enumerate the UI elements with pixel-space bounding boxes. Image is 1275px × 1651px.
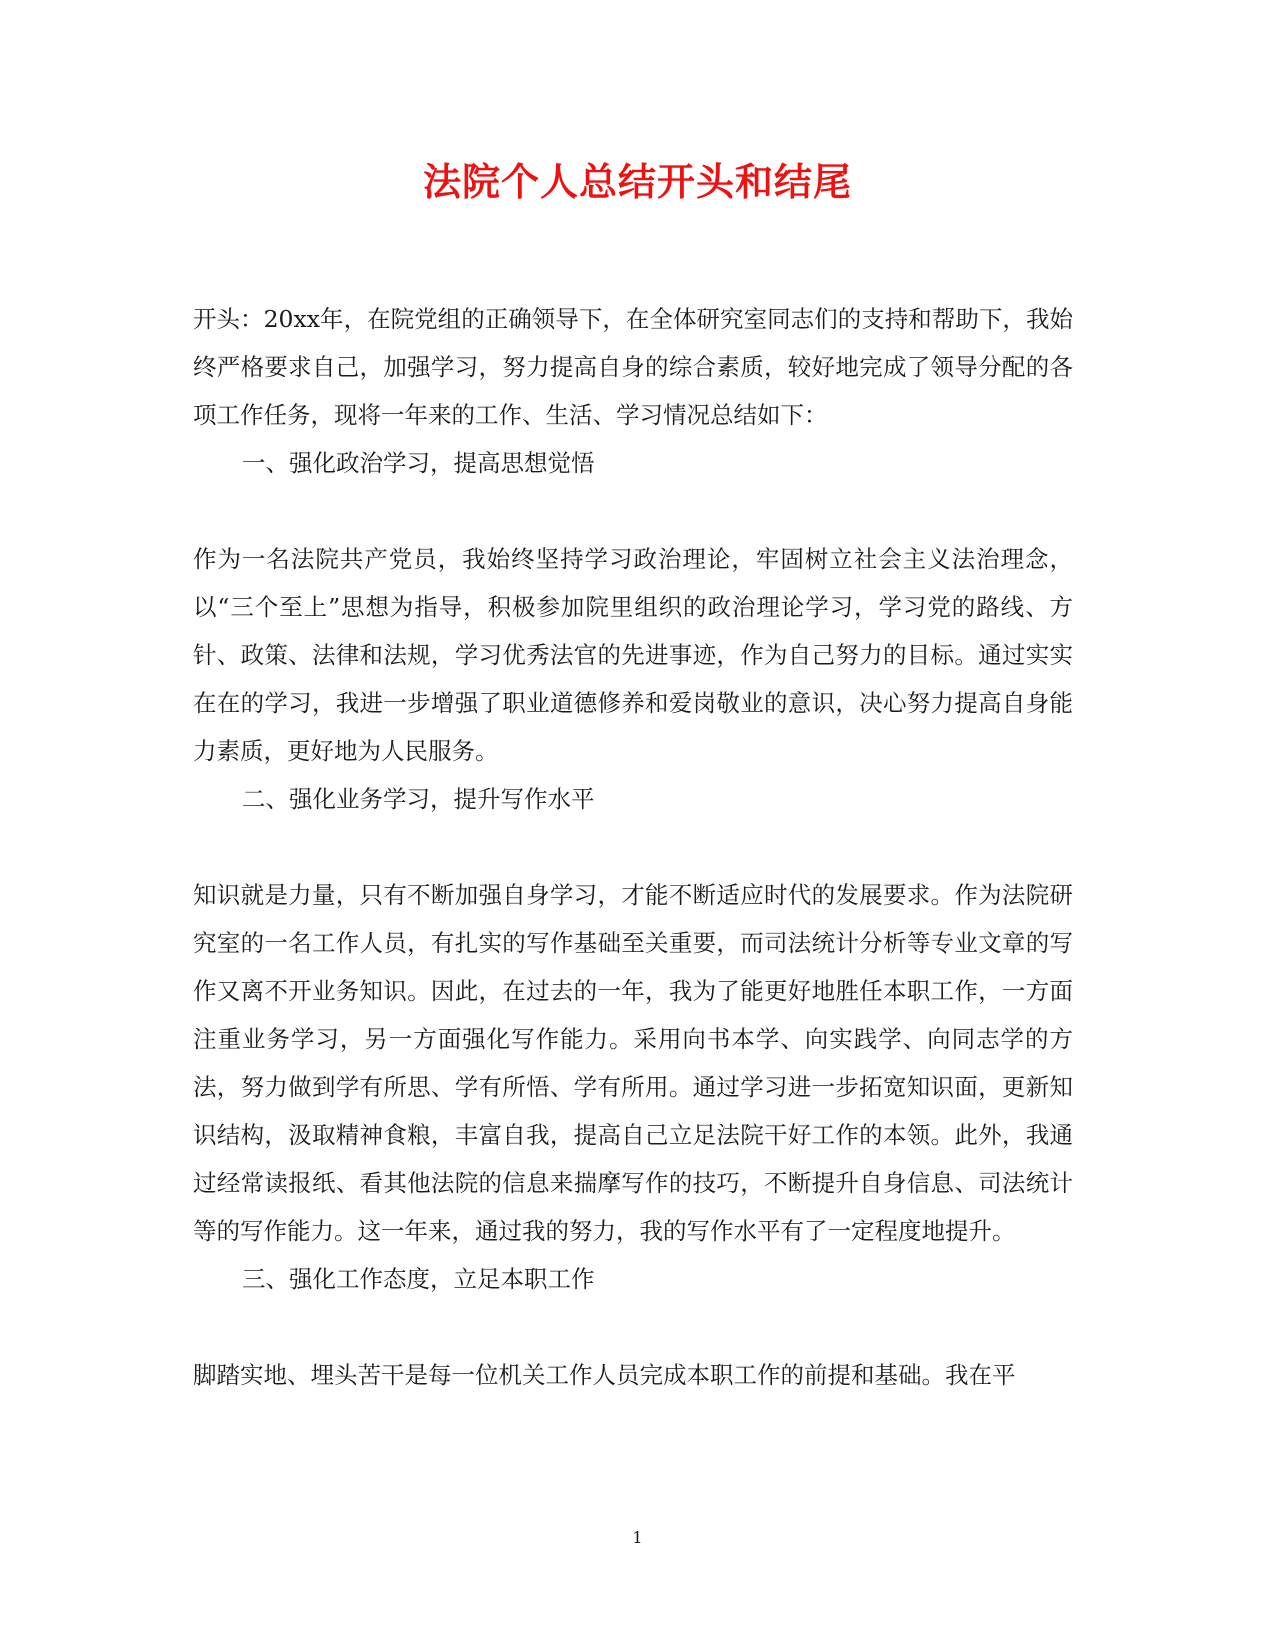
paragraph-spacer xyxy=(193,487,1073,535)
section-heading-2: 二、强化业务学习，提升写作水平 xyxy=(242,785,595,813)
document-body xyxy=(193,295,1073,1399)
section-3-paragraph: 脚踏实地、埋头苦干是每一位机关工作人员完成本职工作的前提和基础。我在平 xyxy=(193,1361,1016,1389)
paragraph-spacer xyxy=(193,1303,1073,1351)
section-heading-1: 一、强化政治学习，提高思想觉悟 xyxy=(242,449,595,477)
section-heading-3: 三、强化工作态度，立足本职工作 xyxy=(242,1265,595,1293)
section-2-paragraph: 知识就是力量，只有不断加强自身学习，才能不断适应时代的发展要求。作为法院研究室的一名工作人员，有扎实的写作基础至关重要，而司法统计分析等专业文章的写作又离不开业务知识。因此，在过去的一年，我为了能更好地胜任本职工作，一方面注重业务学习，另一方面强化写作能力。采用向书本学、向实践学、向同志学的方法，努力做到学有所思、学有所悟、学有所用。通过学习进一步拓宽知识面，更新知识结构，汲取精神食粮，丰富自我，提高自己立足法院干好工作的本领。此外，我通过经常读报纸、看其他法院的信息来揣摩写作的技巧，不断提升自身信息、司法统计等的写作能力。这一年来，通过我的努力，我的写作水平有了一定程度地提升。 xyxy=(193,881,1073,1245)
opening-paragraph: 开头：20xx年，在院党组的正确领导下，在全体研究室同志们的支持和帮助下，我始终严格要求自己，加强学习，努力提高自身的综合素质，较好地完成了领导分配的各项工作任务，现将一年来的工作、生活、学习情况总结如下： xyxy=(193,305,1073,429)
paragraph-spacer xyxy=(193,823,1073,871)
document-title: 法院个人总结开头和结尾 xyxy=(422,159,852,204)
page-number: 1 xyxy=(632,1528,643,1547)
section-1-paragraph: 作为一名法院共产党员，我始终坚持学习政治理论，牢固树立社会主义法治理念，以“三个至上”思想为指导，积极参加院里组织的政治理论学习，学习党的路线、方针、政策、法律和法规，学习优秀法官的先进事迹，作为自己努力的目标。通过实实在在的学习，我进一步增强了职业道德修养和爱岗敬业的意识，决心努力提高自身能力素质，更好地为人民服务。 xyxy=(193,545,1073,765)
